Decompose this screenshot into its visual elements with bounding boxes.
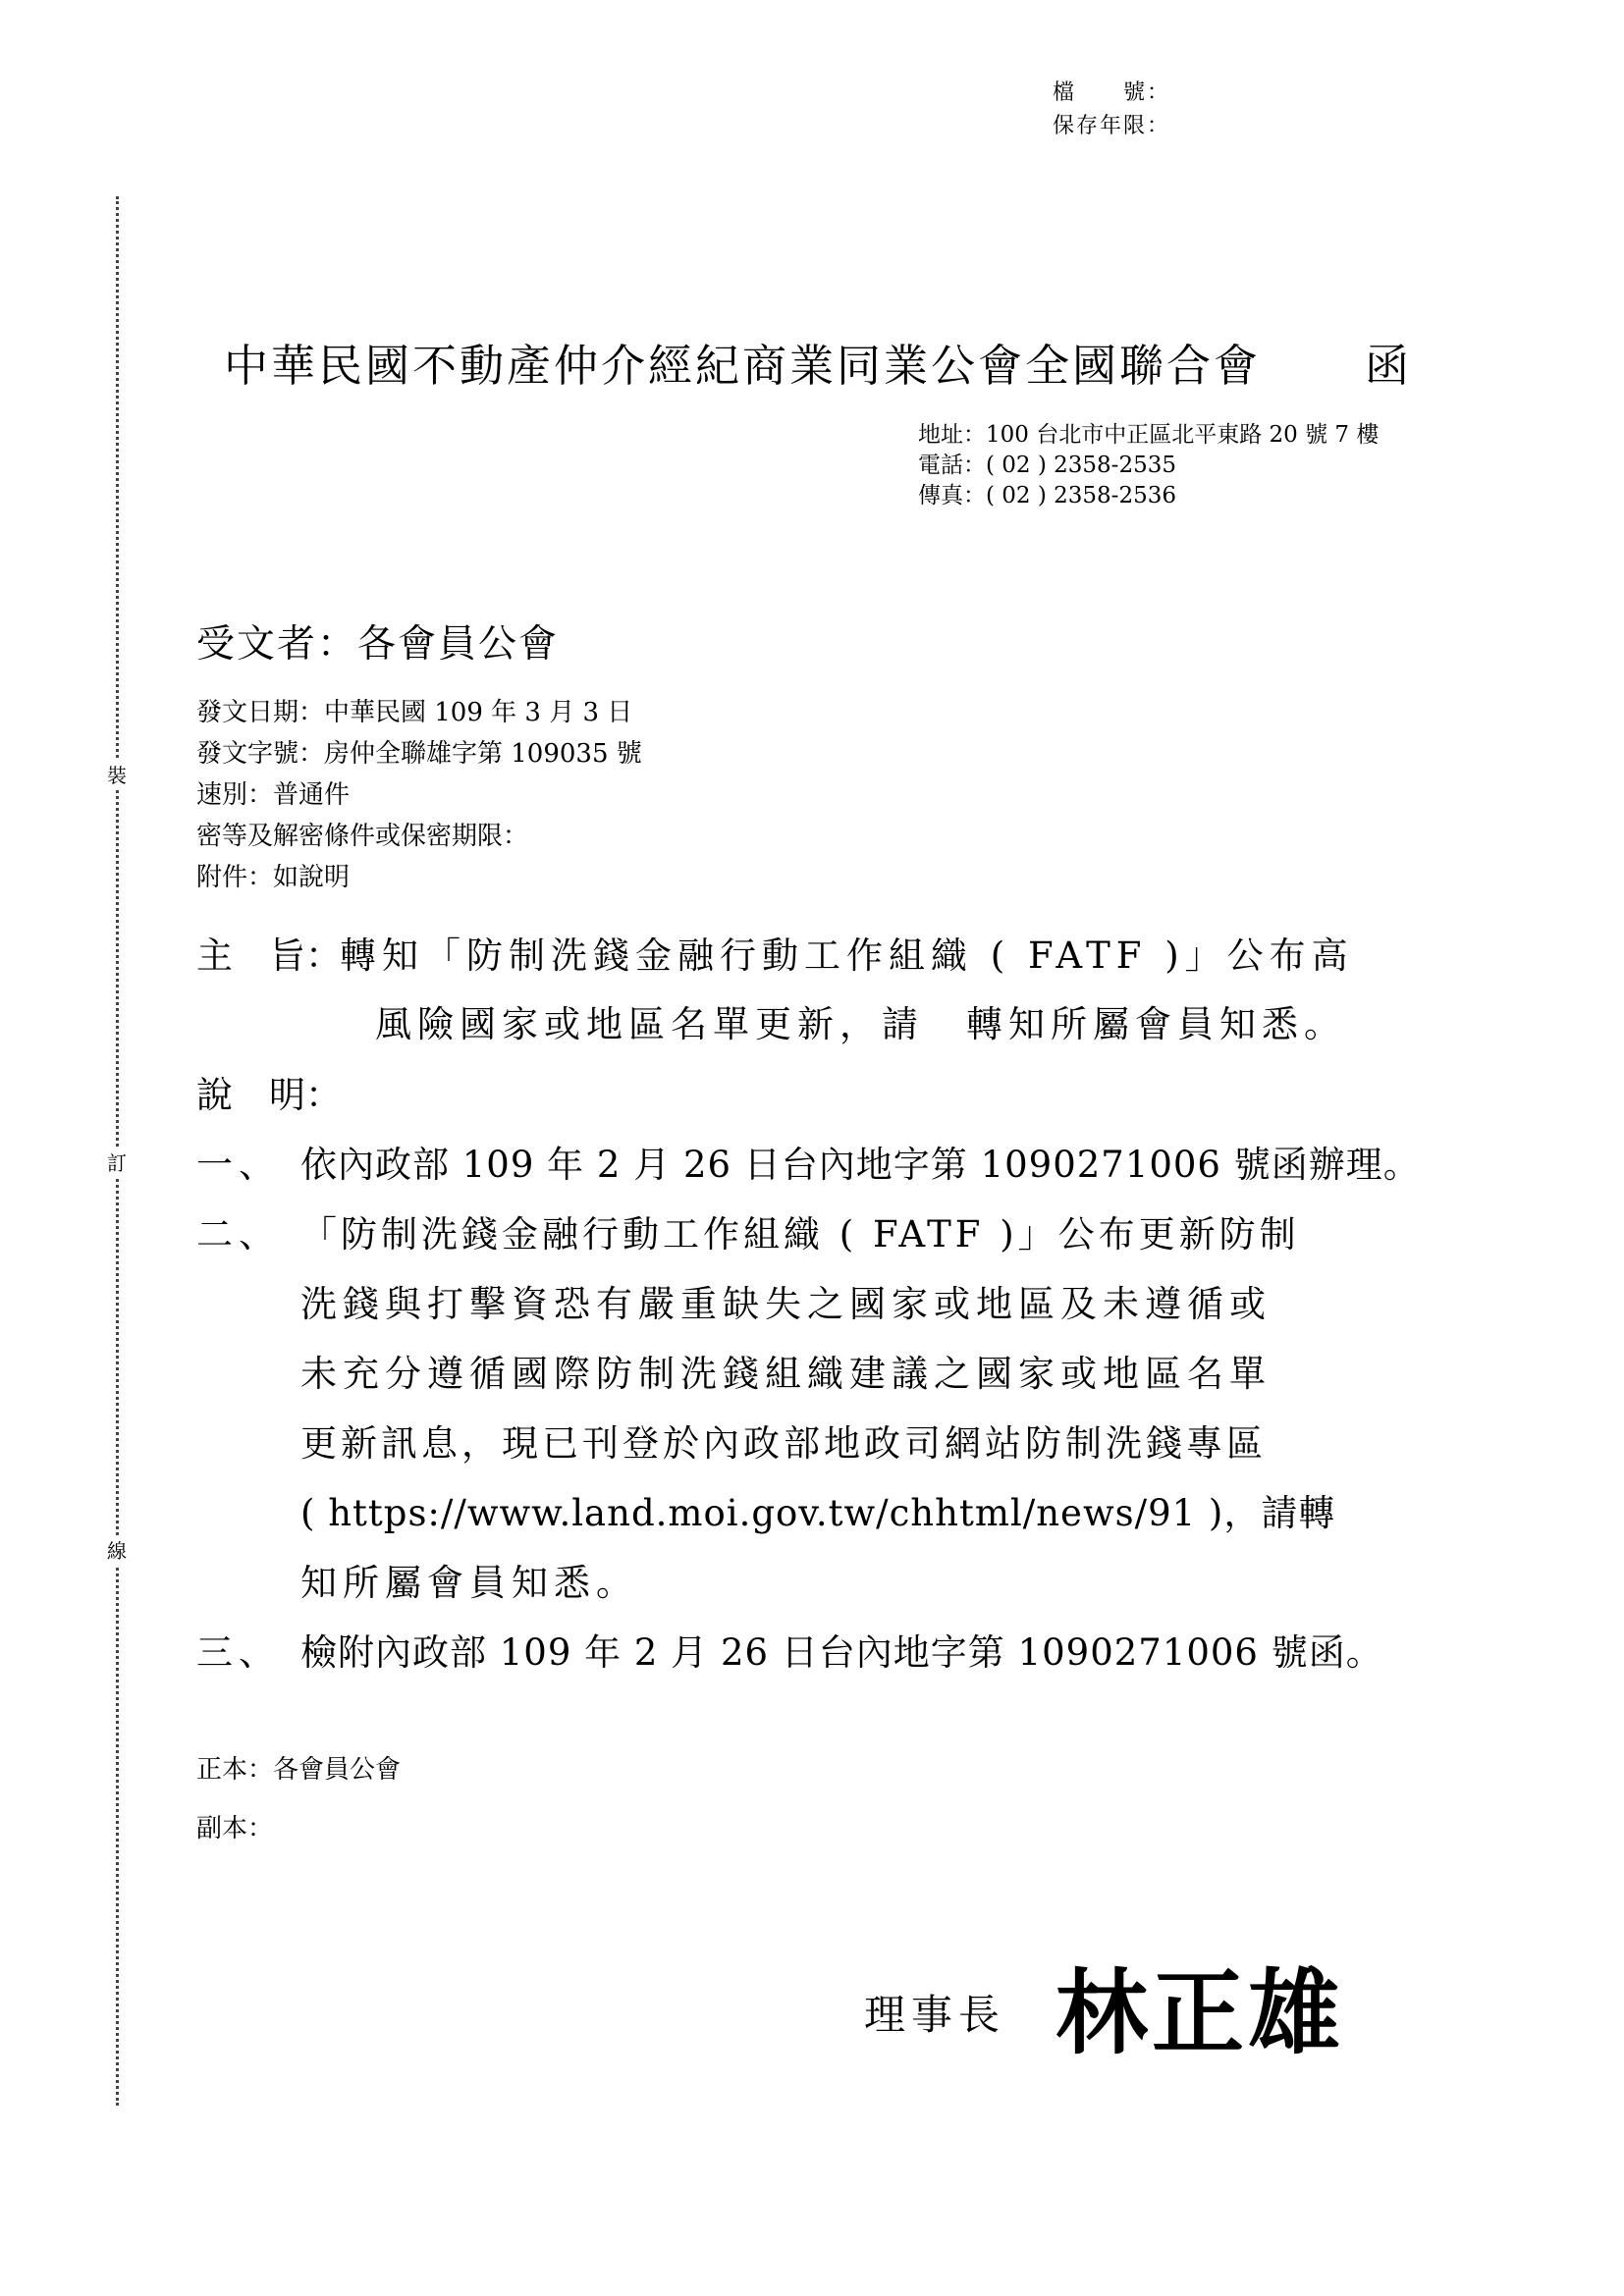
issue-reference: 發文字號：房仲全聯雄字第 109035 號 xyxy=(196,739,642,769)
secrecy-level: 密等及解密條件或保密期限： xyxy=(196,822,529,851)
item-number: 一、 xyxy=(196,1144,281,1186)
item-line: 「防制洗錢金融行動工作組織 ( FATF )」公布更新防制 xyxy=(300,1213,1300,1255)
retention-period: 保存年限： xyxy=(1053,114,1171,138)
subject-line: 轉知「防制洗錢金融行動工作組織 ( FATF )」公布高 xyxy=(340,934,1354,977)
item-line: 依內政部 109 年 2 月 26 日台內地字第 1090271006 號函辦理。 xyxy=(300,1144,1421,1186)
item-line: 更新訊息，現已刊登於內政部地政司網站防制洗錢專區 xyxy=(300,1422,1267,1465)
item-line: 知所屬會員知悉。 xyxy=(300,1562,638,1604)
binding-mark-ding: 訂 xyxy=(102,1148,132,1178)
issue-date: 發文日期：中華民國 109 年 3 月 3 日 xyxy=(196,698,633,727)
binding-mark-xian: 線 xyxy=(102,1536,132,1566)
binding-mark-zhuang: 裝 xyxy=(102,761,132,790)
item-line: 檢附內政部 109 年 2 月 26 日台內地字第 1090271006 號函。 xyxy=(300,1631,1383,1674)
subject-label: 主 旨： xyxy=(196,934,342,977)
signatory-name: 林正雄 xyxy=(1056,1960,1345,2067)
explanation-label: 說 明： xyxy=(196,1074,342,1116)
item-number: 三、 xyxy=(196,1631,281,1674)
organization-title: 中華民國不動產仲介經紀商業同業公會全國聯合會 xyxy=(224,340,1262,392)
document-type: 函 xyxy=(1365,340,1410,392)
recipient: 受文者：各會員公會 xyxy=(196,622,560,667)
item-number: 二、 xyxy=(196,1213,281,1255)
attachment: 附件：如說明 xyxy=(196,863,351,892)
copy-recipients: 副本： xyxy=(196,1814,274,1843)
delivery-speed: 速別：普通件 xyxy=(196,780,351,810)
item-line: ( https://www.land.moi.gov.tw/chhtml/news/91 )，請轉 xyxy=(300,1492,1336,1534)
item-line: 未充分遵循國際防制洗錢組織建議之國家或地區名單 xyxy=(300,1353,1272,1395)
signatory-title: 理事長 xyxy=(864,1991,1006,2039)
contact-phone: 電話：( 02 ) 2358-2535 xyxy=(918,453,1176,478)
item-line: 洗錢與打擊資恐有嚴重缺失之國家或地區及未遵循或 xyxy=(300,1283,1272,1325)
original-recipients: 正本：各會員公會 xyxy=(196,1755,402,1785)
subject-line: 風險國家或地區名單更新，請 轉知所屬會員知悉。 xyxy=(375,1003,1346,1045)
contact-fax: 傳真：( 02 ) 2358-2536 xyxy=(918,483,1176,508)
contact-address: 地址：100 台北市中正區北平東路 20 號 7 樓 xyxy=(918,422,1380,448)
file-number: 檔 號： xyxy=(1053,80,1171,105)
